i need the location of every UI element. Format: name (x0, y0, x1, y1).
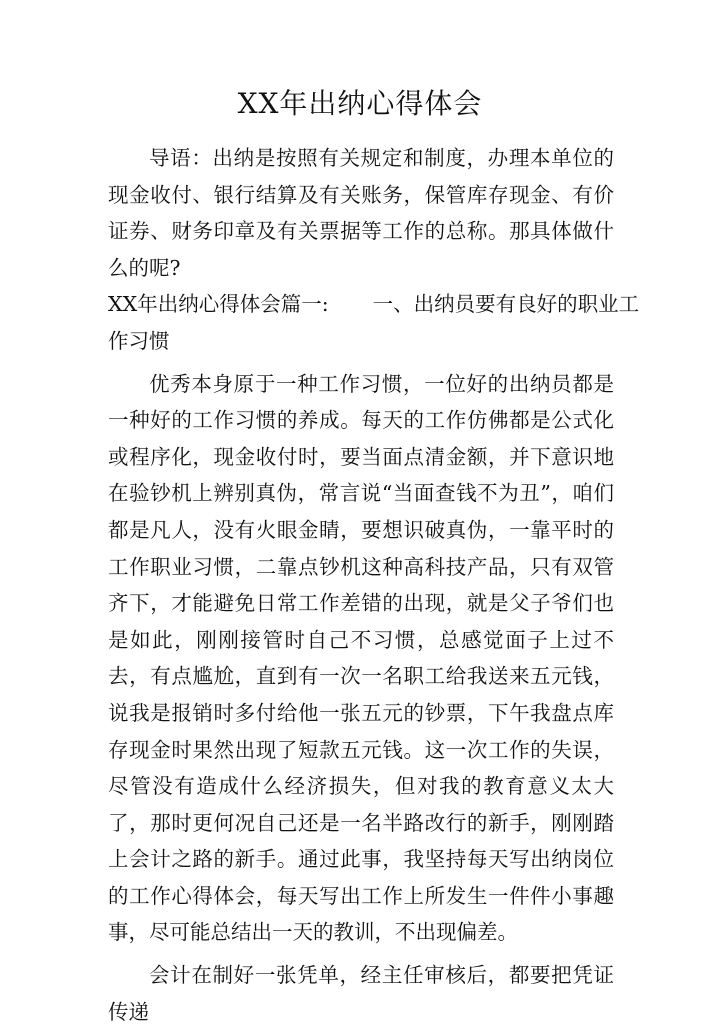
section-heading-line2: 作习惯 (108, 328, 170, 353)
document-title: XX年出纳心得体会 (237, 87, 483, 120)
body-paragraph-2: 会计在制好一张凭单，经主任审核后，都要把凭证传递 (108, 963, 614, 1024)
section-label: XX年出纳心得体会篇一: (108, 292, 329, 317)
section-heading-line1: 一、出纳员要有良好的职业工 (372, 292, 640, 317)
intro-paragraph: 导语：出纳是按照有关规定和制度，办理本单位的现金收付、银行结算及有关账务，保管库存现金、有价证券、财务印章及有关票据等工作的总称。那具体做什么的呢? (108, 146, 614, 280)
section-heading (108, 286, 640, 323)
body-paragraph-1: 优秀本身原于一种工作习惯，一位好的出纳员都是一种好的工作习惯的养成。每天的工作仿佛都是公式化或程序化，现金收付时，要当面点清金额，并下意识地在验钞机上辨别真伪，常言说“当面查钱不为丑”，咱们都是凡人，没有火眼金睛，要想识破真伪，一靠平时的工作职业习惯，二靠点钞机这种高科技产品，只有双管齐下，才能避免日常工作差错的出现，就是父子爷们也是如此，刚刚接管时自己不习惯，总感觉面子上过不去，有点尴尬，直到有一次一名职工给我送来五元钱，说我是报销时多付给他一张五元的钞票，下午我盘点库存现金时果然出现了短款五元钱。这一次工作的失误，尽管没有造成什么经济损失，但对我的教育意义太大了，那时更何况自己还是一名半路改行的新手，刚刚踏上会计之路的新手。通过此事，我坚持每天写出纳岗位的工作心得体会，每天写出工作上所发生一件件小事趣事，尽可能总结出一天的教训，不出现偏差。 (108, 371, 614, 945)
document-body (108, 140, 640, 1030)
